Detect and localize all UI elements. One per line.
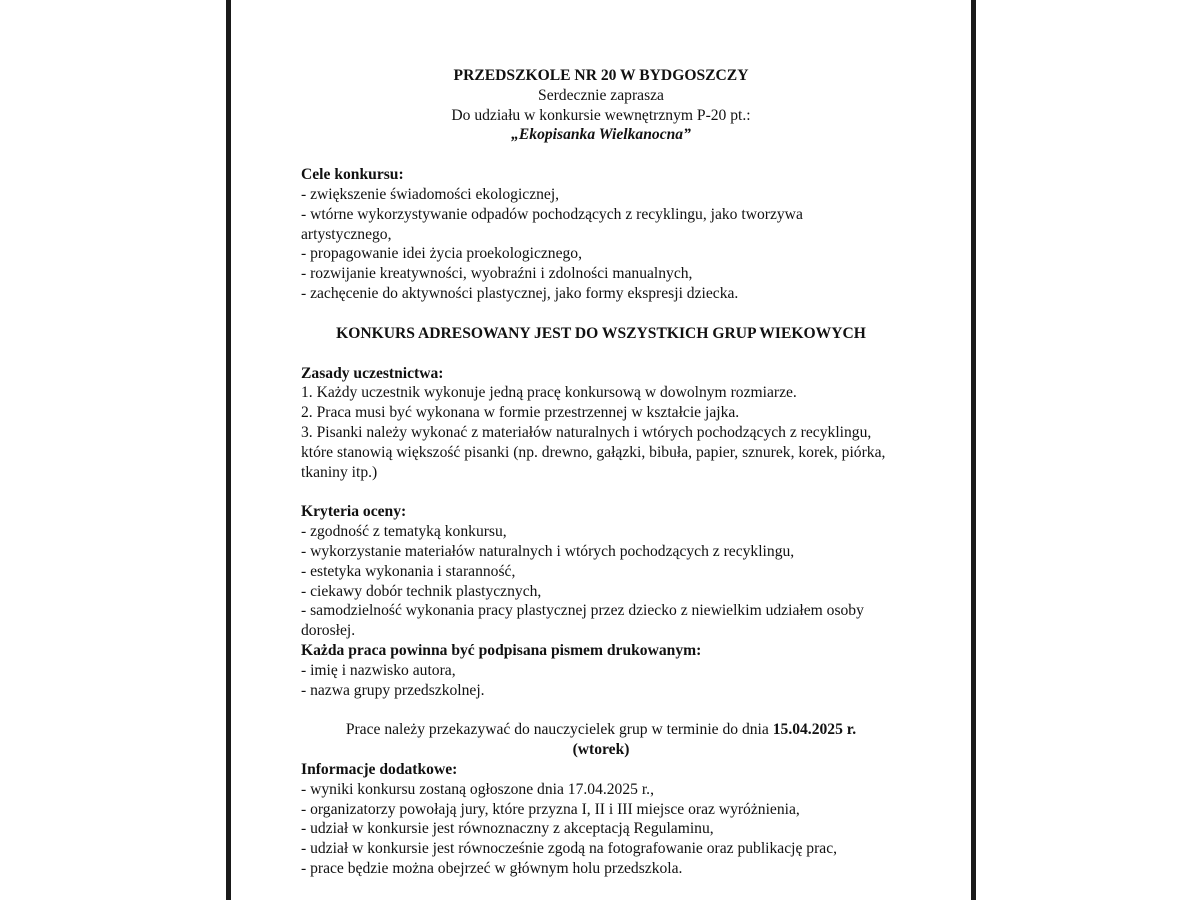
- info-item: - udział w konkursie jest równocześnie zgodą na fotografowanie oraz publikację prac,: [301, 840, 838, 858]
- criteria-item: - estetyka wykonania i staranność,: [301, 562, 516, 580]
- info-item: - udział w konkursie jest równoznaczny z akceptacją Regulaminu,: [301, 820, 714, 838]
- deadline-date: 15.04.2025 r.: [772, 721, 857, 739]
- goals-item: - wtórne wykorzystywanie odpadów pochodzących z recyklingu, jako tworzywa artystycznego,: [301, 205, 803, 243]
- info-heading: Informacje dodatkowe:: [301, 760, 458, 778]
- rules-heading: Zasady uczestnictwa:: [301, 364, 444, 382]
- audience-heading: KONKURS ADRESOWANY JEST DO WSZYSTKICH GRUP WIEKOWYCH: [336, 324, 866, 342]
- contest-title: „Ekopisanka Wielkanocna”: [511, 126, 691, 144]
- deadline-paragraph: [301, 720, 901, 740]
- criteria-item: - zgodność z tematyką konkursu,: [301, 523, 507, 541]
- criteria-item: - ciekawy dobór technik plastycznych,: [301, 582, 542, 600]
- rules-item: 3. Pisanki należy wykonać z materiałów naturalnych i wtórych pochodzących z recyklingu, które stanowią większość pisanki (np. drewno, gałązki, bibuła, papier, sznurek, korek, piórka, tkaniny itp.): [301, 423, 886, 481]
- school-name: PRZEDSZKOLE NR 20 W BYDGOSZCZY: [453, 67, 749, 84]
- criteria-heading: Kryteria oceny:: [301, 503, 407, 521]
- invite-text: Serdecznie zaprasza: [538, 86, 664, 104]
- invite-line: Do udziału w konkursie wewnętrznym P-20 pt.:: [451, 106, 751, 124]
- goals-heading: Cele konkursu:: [301, 166, 404, 184]
- document-content: [301, 66, 901, 879]
- signature-item: - nazwa grupy przedszkolnej.: [301, 681, 485, 699]
- deadline-weekday: (wtorek): [572, 741, 630, 759]
- rules-item: 2. Praca musi być wykonana w formie przestrzennej w kształcie jajka.: [301, 404, 740, 422]
- goals-item: - propagowanie idei życia proekologicznego,: [301, 245, 583, 263]
- goals-item: - zwiększenie świadomości ekologicznej,: [301, 185, 560, 203]
- rules-item: 1. Każdy uczestnik wykonuje jedną pracę konkursową w dowolnym rozmiarze.: [301, 384, 797, 402]
- info-item: - organizatorzy powołają jury, które przyzna I, II i III miejsce oraz wyróżnienia,: [301, 800, 800, 818]
- info-item: - prace będzie można obejrzeć w głównym holu przedszkola.: [301, 859, 683, 877]
- info-item: - wyniki konkursu zostaną ogłoszone dnia 17.04.2025 r.,: [301, 780, 654, 798]
- signature-item: - imię i nazwisko autora,: [301, 661, 456, 679]
- signature-heading: Każda praca powinna być podpisana pismem drukowanym:: [301, 641, 702, 659]
- criteria-item: - samodzielność wykonania pracy plastycznej przez dziecko z niewielkim udziałem osoby dorosłej.: [301, 602, 864, 640]
- goals-item: - rozwijanie kreatywności, wyobraźni i zdolności manualnych,: [301, 265, 693, 283]
- deadline-text: Prace należy przekazywać do nauczycielek grup w terminie do dnia: [345, 721, 773, 739]
- goals-item: - zachęcenie do aktywności plastycznej, jako formy ekspresji dziecka.: [301, 284, 739, 302]
- criteria-item: - wykorzystanie materiałów naturalnych i wtórych pochodzących z recyklingu,: [301, 542, 795, 560]
